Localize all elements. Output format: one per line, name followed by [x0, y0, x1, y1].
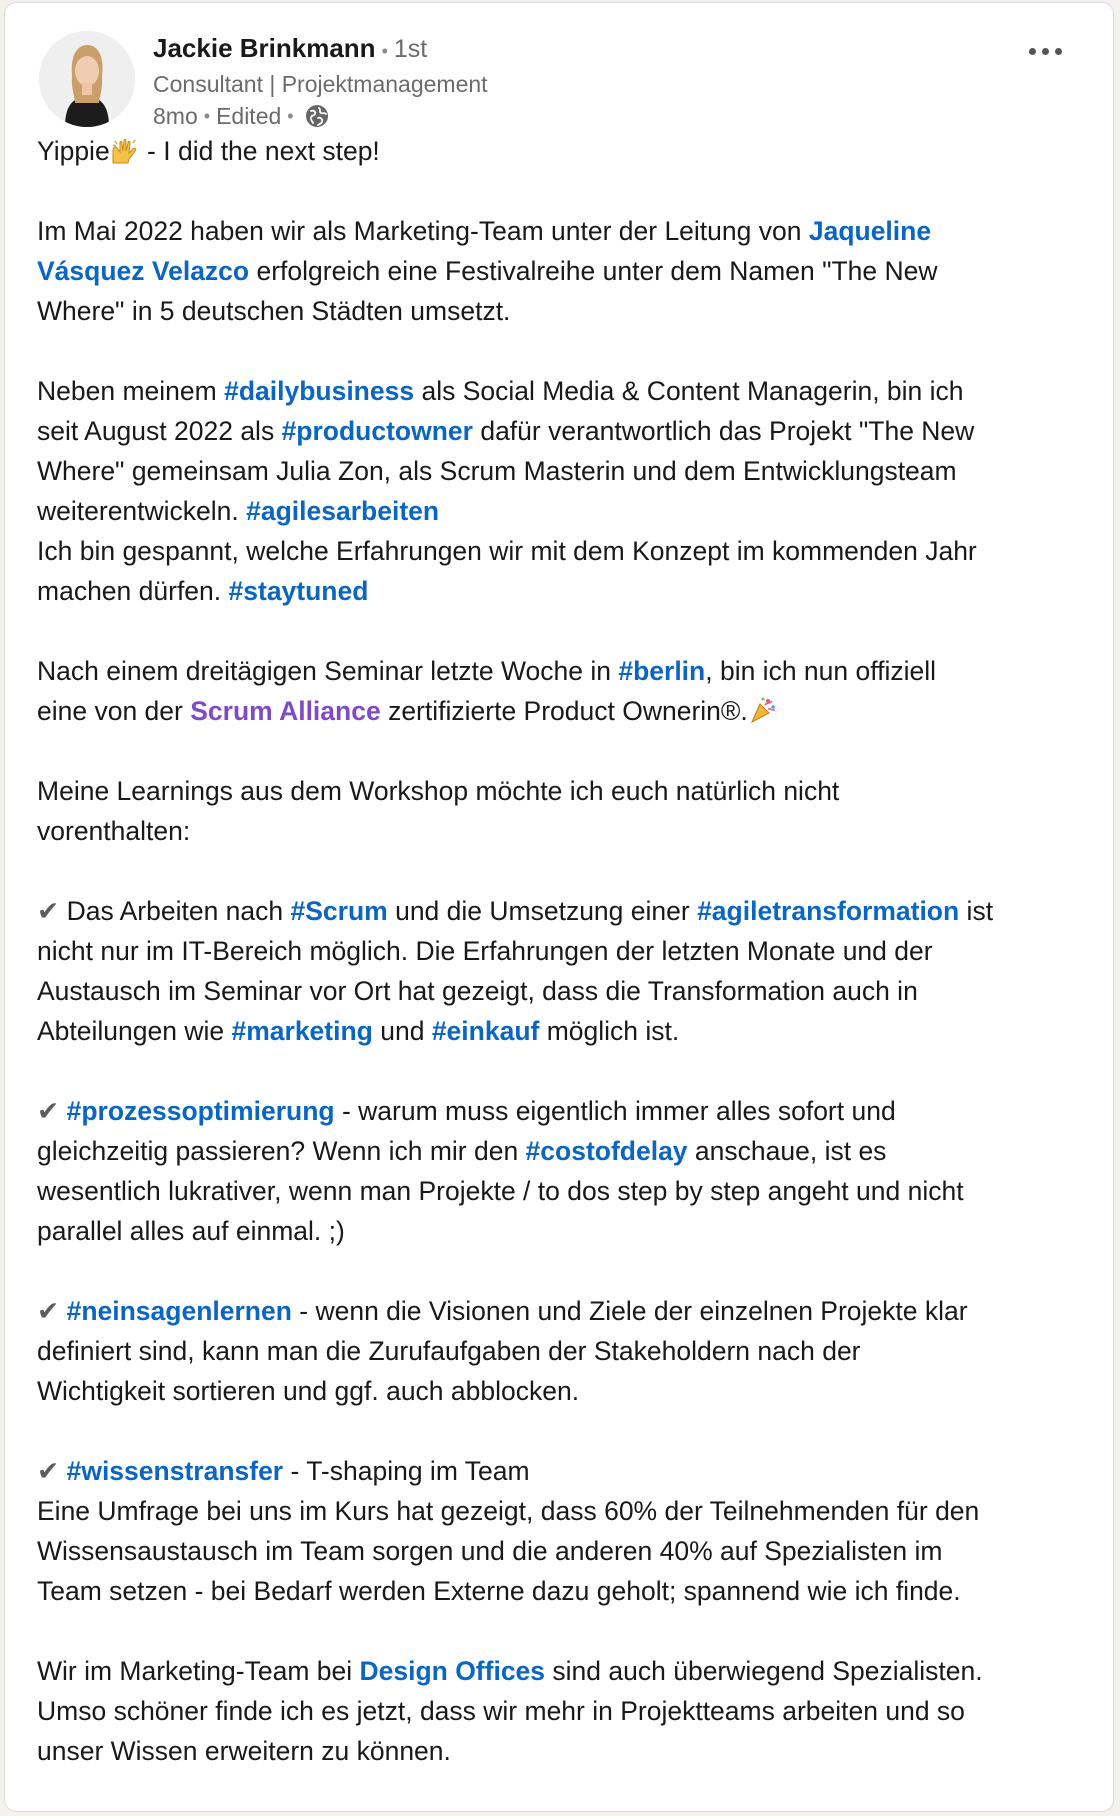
text: seit August 2022 als — [37, 416, 282, 446]
company-mention-scrum-alliance[interactable]: Scrum Alliance — [190, 696, 381, 726]
hashtag-scrum[interactable]: #Scrum — [290, 896, 388, 926]
checkmark-icon: ✔ — [37, 1096, 60, 1126]
post-paragraph-9 — [37, 1451, 1097, 1611]
text: Wissensaustausch im Team sorgen und die anderen 40% auf Spezialisten im — [37, 1536, 943, 1566]
party-popper-emoji — [748, 695, 778, 725]
post-paragraph-3 — [37, 371, 1097, 611]
post-paragraph-6 — [37, 891, 1097, 1051]
post-age: 8mo — [153, 103, 198, 129]
text: Neben meinem — [37, 376, 225, 406]
text: und die Umsetzung einer — [387, 896, 698, 926]
text: dafür verantwortlich das Projekt "The New — [472, 416, 975, 446]
hashtag-staytuned[interactable]: #staytuned — [228, 576, 369, 606]
text: erfolgreich eine Festivalreihe unter dem Namen "The New — [249, 256, 938, 286]
text: als Social Media & Content Managerin, bin ich — [414, 376, 964, 406]
text: Where" gemeinsam Julia Zon, als Scrum Masterin und dem Entwicklungsteam — [37, 456, 957, 486]
text: Wichtigkeit sortieren und ggf. auch abblocken. — [37, 1376, 580, 1406]
more-options-icon[interactable] — [1015, 31, 1075, 71]
post-paragraph-2 — [37, 211, 1097, 331]
text: ist — [959, 896, 994, 926]
text: eine von der — [37, 696, 191, 726]
text: weiterentwickeln. — [37, 496, 247, 526]
text: nicht nur im IT-Bereich möglich. Die Erfahrungen der letzten Monate und der — [37, 936, 933, 966]
text: unser Wissen erweitern zu können. — [37, 1736, 451, 1766]
post-paragraph-1 — [37, 131, 1097, 171]
text: Abteilungen wie — [37, 1016, 232, 1046]
separator-dot: • — [381, 41, 388, 61]
text: Wir im Marketing-Team bei — [37, 1656, 360, 1686]
author-name[interactable]: Jackie Brinkmann — [153, 33, 376, 63]
text: zertifizierte Product Ownerin®. — [380, 696, 748, 726]
hashtag-productowner[interactable]: #productowner — [281, 416, 473, 446]
text: , bin ich nun offiziell — [705, 656, 937, 686]
post-paragraph-4 — [37, 651, 1097, 731]
text: Where" in 5 deutschen Städten umsetzt. — [37, 296, 511, 326]
name-line — [153, 31, 488, 68]
text: machen dürfen. — [37, 576, 229, 606]
text: sind auch überwiegend Spezialisten. — [545, 1656, 983, 1686]
post-timestamp — [153, 100, 488, 132]
text: Umso schöner finde ich es jetzt, dass wir mehr in Projektteams arbeiten und so — [37, 1696, 965, 1726]
hashtag-agiletransformation[interactable]: #agiletransformation — [697, 896, 960, 926]
author-headline: Consultant | Projektmanagement — [153, 71, 488, 97]
text: - I did the next step! — [139, 136, 380, 166]
checkmark-icon: ✔ — [37, 1296, 60, 1326]
text: parallel alles auf einmal. ;) — [37, 1216, 345, 1246]
post-paragraph-10 — [37, 1651, 1097, 1771]
text: - T-shaping im Team — [283, 1456, 530, 1486]
text: wesentlich lukrativer, wenn man Projekte / to dos step by step angeht und nicht — [37, 1176, 964, 1206]
author-meta — [153, 31, 488, 132]
edited-label: Edited — [216, 103, 282, 129]
text: definiert sind, kann man die Zurufaufgaben der Stakeholdern nach der — [37, 1336, 861, 1366]
post-card — [4, 2, 1114, 1812]
text: Eine Umfrage bei uns im Kurs hat gezeigt, dass 60% der Teilnehmenden für den — [37, 1496, 980, 1526]
mention-jaqueline-vasquez-velazco-cont[interactable]: Vásquez Velazco — [37, 256, 250, 286]
text: Das Arbeiten nach — [59, 896, 291, 926]
text: Ich bin gespannt, welche Erfahrungen wir mit dem Konzept im kommenden Jahr — [37, 536, 977, 566]
text: vorenthalten: — [37, 816, 191, 846]
text: gleichzeitig passieren? Wenn ich mir den — [37, 1136, 526, 1166]
text: anschaue, ist es — [687, 1136, 887, 1166]
text: möglich ist. — [539, 1016, 680, 1046]
text: Nach einem dreitägigen Seminar letzte Woche in — [37, 656, 619, 686]
hashtag-marketing[interactable]: #marketing — [231, 1016, 373, 1046]
hashtag-agilesarbeiten[interactable]: #agilesarbeiten — [246, 496, 440, 526]
hashtag-prozessoptimierung[interactable]: #prozessoptimierung — [66, 1096, 335, 1126]
separator-dot: • — [287, 106, 294, 126]
connection-degree: 1st — [393, 35, 428, 63]
hashtag-berlin[interactable]: #berlin — [618, 656, 706, 686]
post-body — [37, 131, 1097, 1771]
hashtag-dailybusiness[interactable]: #dailybusiness — [224, 376, 415, 406]
globe-icon[interactable] — [304, 103, 330, 129]
hashtag-neinsagenlernen[interactable]: #neinsagenlernen — [66, 1296, 292, 1326]
text: Im Mai 2022 haben wir als Marketing-Team unter der Leitung von — [37, 216, 809, 246]
text: - warum muss eigentlich immer alles sofort und — [334, 1096, 896, 1126]
text: - wenn die Visionen und Ziele der einzelnen Projekte klar — [291, 1296, 968, 1326]
text: Team setzen - bei Bedarf werden Externe dazu geholt; spannend wie ich finde. — [37, 1576, 961, 1606]
text: Austausch im Seminar vor Ort hat gezeigt, dass die Transformation auch in — [37, 976, 918, 1006]
post-paragraph-7 — [37, 1091, 1097, 1251]
checkmark-icon: ✔ — [37, 1456, 60, 1486]
text: Meine Learnings aus dem Workshop möchte ich euch natürlich nicht — [37, 776, 840, 806]
company-mention-design-offices[interactable]: Design Offices — [359, 1656, 546, 1686]
checkmark-icon: ✔ — [37, 896, 60, 926]
hashtag-wissenstransfer[interactable]: #wissenstransfer — [66, 1456, 284, 1486]
post-paragraph-8 — [37, 1291, 1097, 1411]
separator-dot: • — [203, 106, 211, 126]
profile-photo — [39, 31, 135, 127]
text: Yippie — [37, 136, 110, 166]
hashtag-einkauf[interactable]: #einkauf — [431, 1016, 540, 1046]
hashtag-costofdelay[interactable]: #costofdelay — [525, 1136, 688, 1166]
raising-hands-emoji — [110, 136, 140, 164]
text: und — [372, 1016, 432, 1046]
post-header — [37, 25, 1077, 135]
post-paragraph-5 — [37, 771, 1097, 851]
avatar[interactable] — [39, 31, 135, 127]
mention-jaqueline-vasquez-velazco[interactable]: Jaqueline — [808, 216, 932, 246]
